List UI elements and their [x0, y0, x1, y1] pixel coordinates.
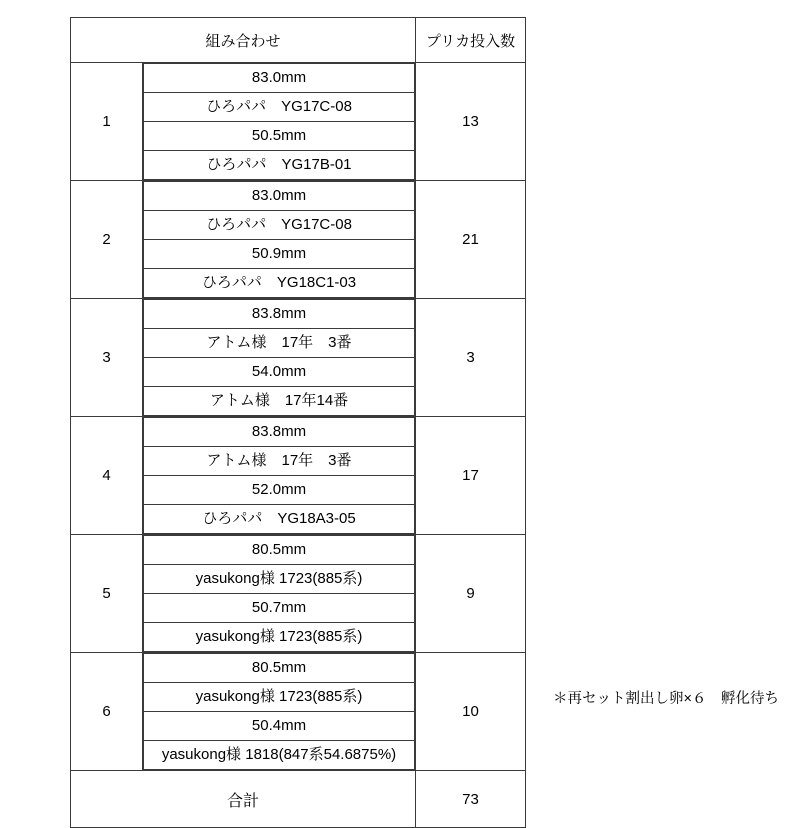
pair-line — [144, 594, 415, 623]
total-label: 合計 — [71, 771, 416, 828]
pair-line — [144, 505, 415, 534]
row-index: 2 — [71, 181, 143, 299]
row-combination — [143, 417, 416, 535]
table-row — [71, 63, 526, 181]
table-body — [71, 63, 526, 828]
female-size: 50.7mm — [144, 594, 415, 623]
male-line: yasukong様 1723(885系) — [144, 683, 415, 712]
row-count: 9 — [416, 535, 526, 653]
pair-lines — [143, 653, 415, 770]
pair-line — [144, 536, 415, 565]
pair-line — [144, 211, 415, 240]
pair-lines — [143, 299, 415, 416]
female-size: 50.5mm — [144, 122, 415, 151]
pair-line — [144, 240, 415, 269]
female-line: ひろパパ YG17B-01 — [144, 151, 415, 180]
pair-line — [144, 329, 415, 358]
pair-line — [144, 741, 415, 770]
row-combination — [143, 181, 416, 299]
male-size: 83.0mm — [144, 64, 415, 93]
male-size: 83.8mm — [144, 418, 415, 447]
pair-line — [144, 565, 415, 594]
table-header — [71, 18, 526, 63]
pair-lines — [143, 63, 415, 180]
pair-lines — [143, 535, 415, 652]
female-line: ひろパパ YG18C1-03 — [144, 269, 415, 298]
breeding-combination-table — [70, 17, 526, 828]
pair-line — [144, 447, 415, 476]
table-row — [71, 181, 526, 299]
male-size: 80.5mm — [144, 654, 415, 683]
pair-line — [144, 418, 415, 447]
male-line: yasukong様 1723(885系) — [144, 565, 415, 594]
pair-line — [144, 683, 415, 712]
female-size: 54.0mm — [144, 358, 415, 387]
footnote: ＊再セット割出し卵×６ 孵化待ち — [553, 691, 779, 707]
row-count: 21 — [416, 181, 526, 299]
row-index: 1 — [71, 63, 143, 181]
female-size: 50.4mm — [144, 712, 415, 741]
row-combination — [143, 653, 416, 771]
male-size: 80.5mm — [144, 536, 415, 565]
pair-line — [144, 122, 415, 151]
row-combination — [143, 535, 416, 653]
pair-line — [144, 300, 415, 329]
row-combination — [143, 299, 416, 417]
pair-line — [144, 712, 415, 741]
table-row — [71, 299, 526, 417]
table-row — [71, 417, 526, 535]
female-line: yasukong様 1723(885系) — [144, 623, 415, 652]
pair-line — [144, 387, 415, 416]
table-header-row — [71, 18, 526, 63]
table-row — [71, 653, 526, 771]
male-line: アトム様 17年 3番 — [144, 447, 415, 476]
total-row — [71, 771, 526, 828]
female-line: ひろパパ YG18A3-05 — [144, 505, 415, 534]
row-count: 13 — [416, 63, 526, 181]
pair-lines — [143, 181, 415, 298]
male-size: 83.8mm — [144, 300, 415, 329]
row-count: 17 — [416, 417, 526, 535]
total-count: 73 — [416, 771, 526, 828]
row-index: 4 — [71, 417, 143, 535]
female-size: 50.9mm — [144, 240, 415, 269]
row-count: 3 — [416, 299, 526, 417]
row-combination — [143, 63, 416, 181]
pair-line — [144, 64, 415, 93]
pair-line — [144, 476, 415, 505]
female-line: アトム様 17年14番 — [144, 387, 415, 416]
pair-line — [144, 654, 415, 683]
row-index: 3 — [71, 299, 143, 417]
male-line: ひろパパ YG17C-08 — [144, 93, 415, 122]
pair-line — [144, 623, 415, 652]
female-line: yasukong様 1818(847系54.6875%) — [144, 741, 415, 770]
female-size: 52.0mm — [144, 476, 415, 505]
row-index: 5 — [71, 535, 143, 653]
pair-line — [144, 182, 415, 211]
header-combination: 組み合わせ — [71, 18, 416, 63]
row-count: 10 — [416, 653, 526, 771]
pair-line — [144, 93, 415, 122]
table-row — [71, 535, 526, 653]
pair-line — [144, 269, 415, 298]
row-index: 6 — [71, 653, 143, 771]
pair-line — [144, 358, 415, 387]
male-line: アトム様 17年 3番 — [144, 329, 415, 358]
pair-line — [144, 151, 415, 180]
male-size: 83.0mm — [144, 182, 415, 211]
pair-lines — [143, 417, 415, 534]
header-count: プリカ投入数 — [416, 18, 526, 63]
male-line: ひろパパ YG17C-08 — [144, 211, 415, 240]
